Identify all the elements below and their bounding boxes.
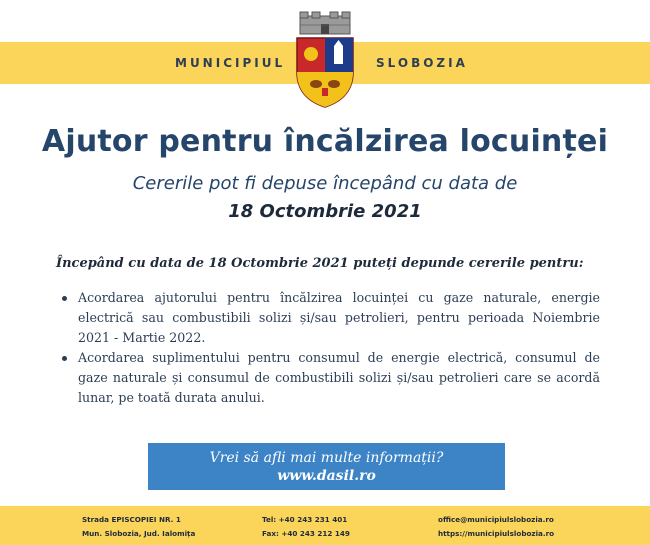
coat-of-arms-icon [292,10,358,110]
footer-band [0,506,650,545]
page-subtitle: Cererile pot fi depuse începând cu data de [132,173,518,194]
bullet-icon [62,356,67,361]
list-item [62,288,600,348]
footer-fax: Fax: +40 243 212 149 [262,529,350,538]
header-slobozia: SLOBOZIA [376,56,468,70]
footer-address-street: Strada EPISCOPIEI NR. 1 [82,515,181,524]
bullet-list [62,288,600,408]
footer-phone: Tel: +40 243 231 401 [262,515,348,524]
page-title: Ajutor pentru încălzirea locuinței [41,124,609,159]
bullet-icon [62,296,67,301]
info-question: Vrei să afli mai multe informații? [209,450,444,466]
footer-email[interactable]: office@municipiulslobozia.ro [438,515,554,524]
footer-address-city: Mun. Slobozia, Jud. Ialomița [82,529,196,538]
start-date: 18 Octombrie 2021 [228,201,422,222]
info-callout[interactable] [148,443,505,490]
intro-text: Începând cu data de 18 Octombrie 2021 puteți depunde cererile pentru: [56,256,584,271]
website-link[interactable]: www.dasil.ro [277,468,376,484]
bullet-text: Acordarea ajutorului pentru încălzirea locuinței cu gaze naturale, energie electrică sau combustibili solizi și/sau petrolieri, pentru perioada Noiembrie 2021 - Martie 2022. [78,290,600,345]
list-item [62,348,600,408]
header-municipiul: MUNICIPIUL [175,56,286,70]
footer-website[interactable]: https://municipiulslobozia.ro [438,529,555,538]
bullet-text: Acordarea suplimentului pentru consumul de energie electrică, consumul de gaze naturale și consumul de combustibili solizi și/sau petrolieri care se acordă lunar, pe toată durata anului. [78,350,600,405]
